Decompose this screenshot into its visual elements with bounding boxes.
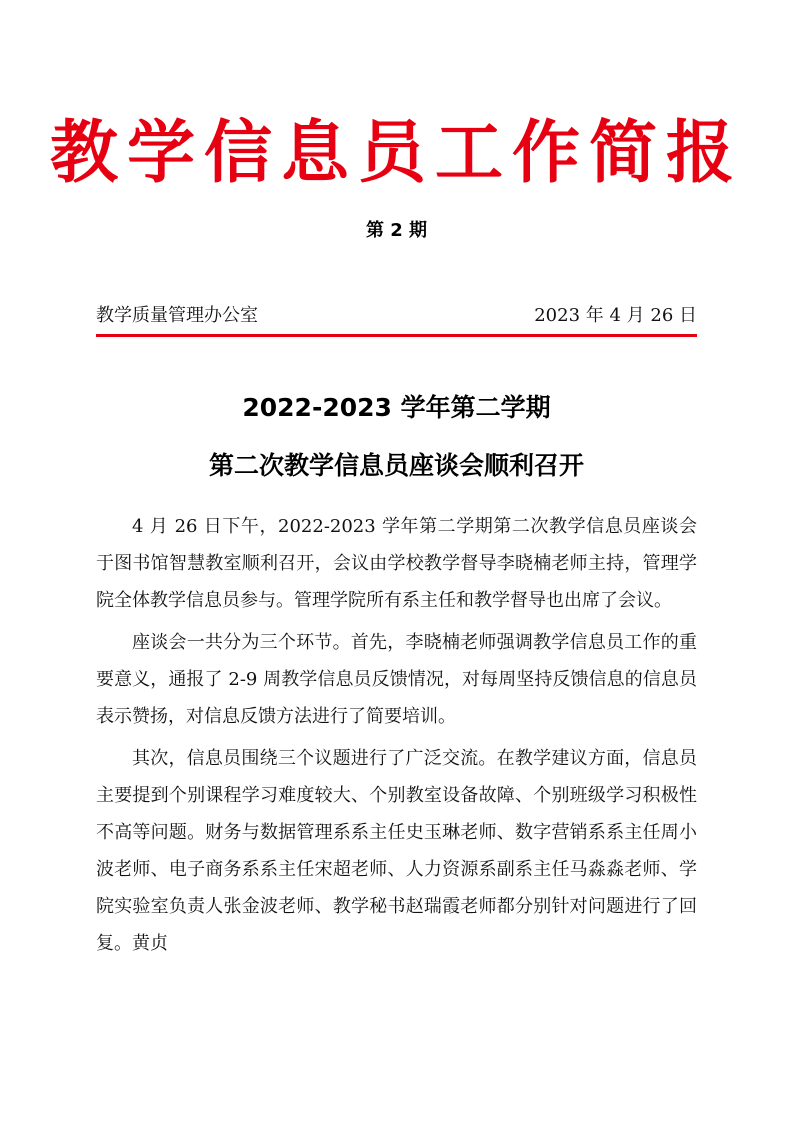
article-body [96, 508, 697, 967]
paragraph: 4 月 26 日下午，2022-2023 学年第二学期第二次教学信息员座谈会于图书馆智慧教室顺利召开，会议由学校教学督导李晓楠老师主持，管理学院全体教学信息员参与。管理学院所有系主任和教学督导也出席了会议。 [96, 516, 697, 611]
paragraph: 其次，信息员围绕三个议题进行了广泛交流。在教学建议方面，信息员主要提到个别课程学习难度较大、个别教室设备故障、个别班级学习积极性不高等问题。财务与数据管理系系主任史玉琳老师、数字营销系系主任周小波老师、电子商务系系主任宋超老师、人力资源系副系主任马淼淼老师、学院实验室负责人张金波老师、教学秘书赵瑞霞老师都分别针对问题进行了回复。黄贞 [96, 748, 697, 954]
article-title-line1: 2022-2023 学年第二学期 [242, 393, 551, 422]
issue-number: 第 2 期 [365, 220, 428, 241]
masthead-title: 教学信息员工作简报 [49, 113, 743, 193]
publish-date: 2023 年 4 月 26 日 [534, 305, 697, 326]
meta-line [96, 303, 697, 329]
article-title-line2: 第二次教学信息员座谈会顺利召开 [208, 451, 584, 480]
paragraph: 座谈会一共分为三个环节。首先，李晓楠老师强调教学信息员工作的重要意义，通报了 2-9 周教学信息员反馈情况，对每周坚持反馈信息的信息员表示赞扬，对信息反馈方法进行了简要培训。 [96, 632, 697, 727]
red-divider [96, 334, 697, 337]
office-name: 教学质量管理办公室 [96, 305, 258, 326]
